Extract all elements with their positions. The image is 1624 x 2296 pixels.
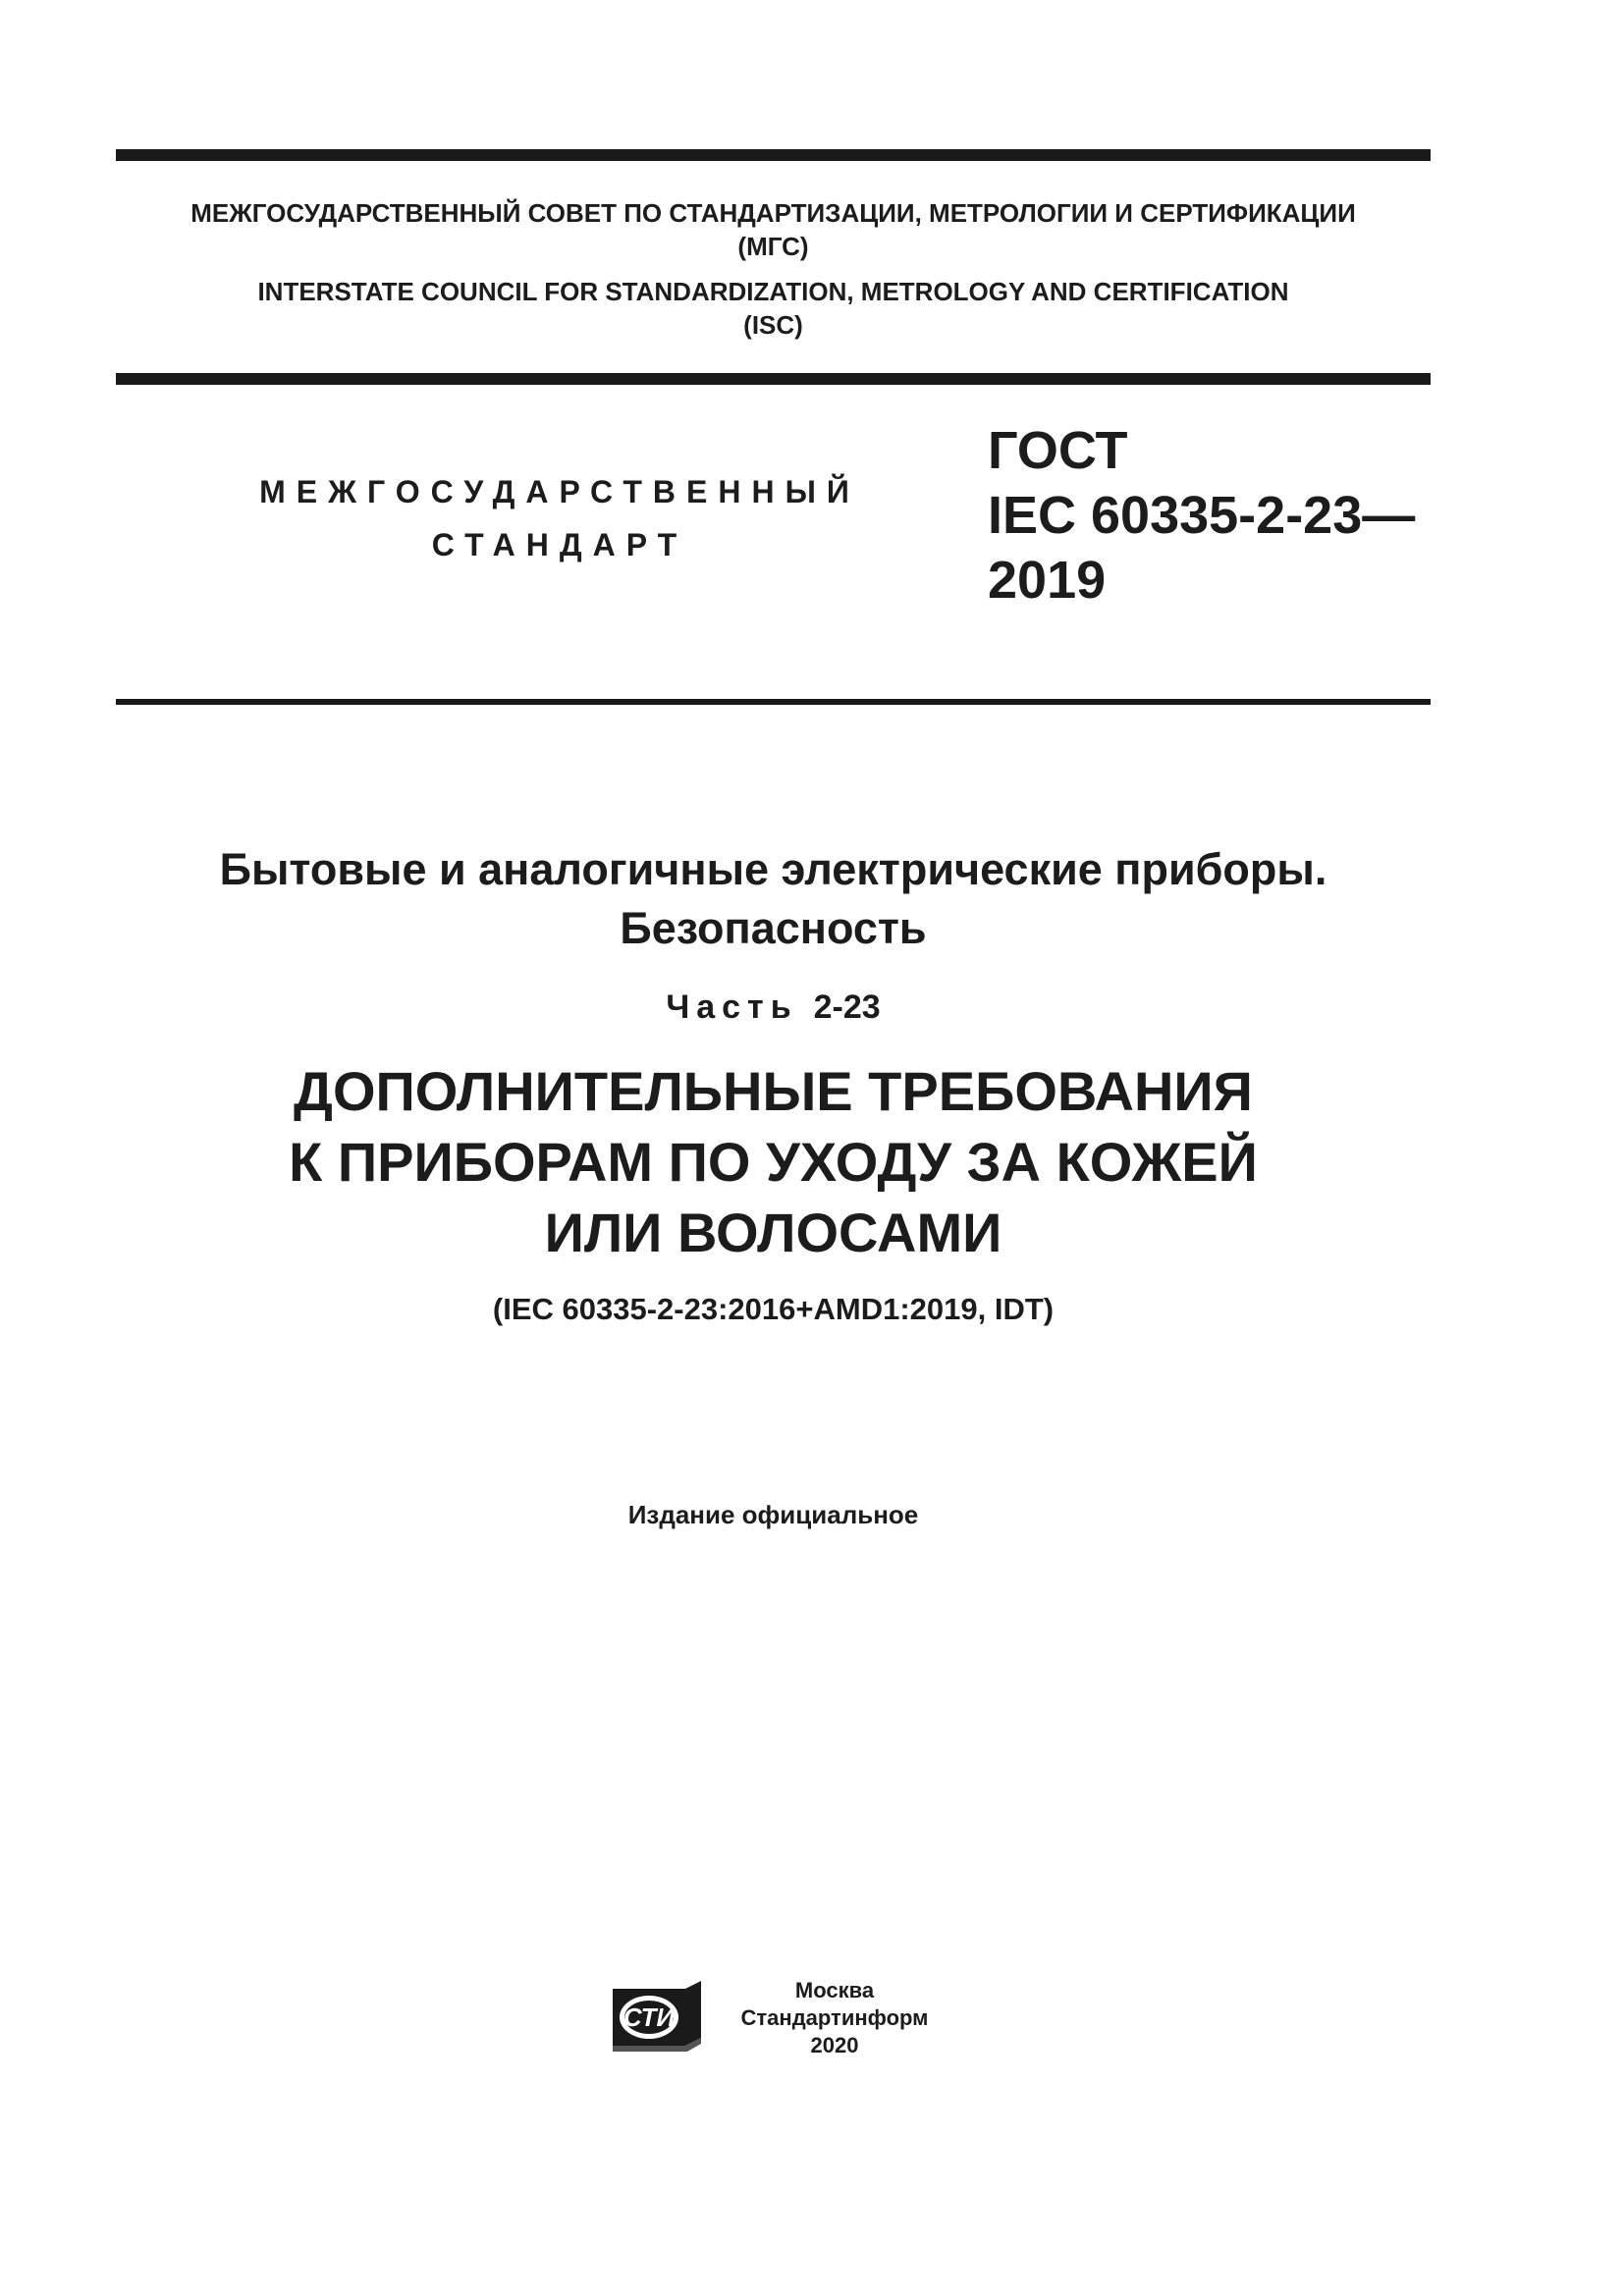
subtitle [116,1056,1431,1268]
document-title [116,840,1431,1329]
publisher-name: Стандартинформ [740,2005,929,2030]
standard-designation [988,418,1415,613]
publisher-city: Москва [794,1978,875,2002]
standard-type-line2: СТАНДАРТ [431,527,688,562]
council-header [116,196,1431,342]
council-name-ru: МЕЖГОСУДАРСТВЕННЫЙ СОВЕТ ПО СТАНДАРТИЗАЦИИ, МЕТРОЛОГИИ И СЕРТИФИКАЦИИ [190,198,1356,228]
title-line1: Бытовые и аналогичные электрические приборы. [219,844,1327,894]
middle-rule [116,373,1431,385]
top-rule [116,149,1431,161]
title-line2: Безопасность [620,903,927,953]
standard-type-line1: МЕЖГОСУДАРСТВЕННЫЙ [259,474,860,509]
subtitle-line3: ИЛИ ВОЛОСАМИ [544,1201,1002,1263]
designation-line3: 2019 [988,551,1107,610]
identity-reference: (IEC 60335-2-23:2016+AMD1:2019, IDT) [492,1292,1055,1326]
designation-line2: IEC 60335-2-23— [988,486,1416,545]
designation-line1: ГОСТ [988,421,1128,480]
edition-label: Издание официальное [627,1500,919,1529]
standartinform-logo-icon [611,1979,705,2054]
subtitle-line1: ДОПОЛНИТЕЛЬНЫЕ ТРЕБОВАНИЯ [294,1060,1253,1122]
subtitle-line2: К ПРИБОРАМ ПО УХОДУ ЗА КОЖЕЙ [289,1131,1258,1193]
logo-lettering: СТИ [623,2002,676,2032]
part-label [116,988,1431,1027]
lower-rule [116,699,1431,705]
council-abbr-ru: (МГС) [737,232,809,261]
council-abbr-en: (ISC) [743,310,803,340]
publisher-year: 2020 [810,2033,859,2057]
standard-type [177,465,943,571]
title-main [116,840,1431,958]
council-name-en: INTERSTATE COUNCIL FOR STANDARDIZATION, METROLOGY AND CERTIFICATION [257,277,1289,306]
part-word: Часть [666,988,798,1026]
part-number: 2-23 [813,988,881,1026]
publisher-block [727,1977,943,2059]
